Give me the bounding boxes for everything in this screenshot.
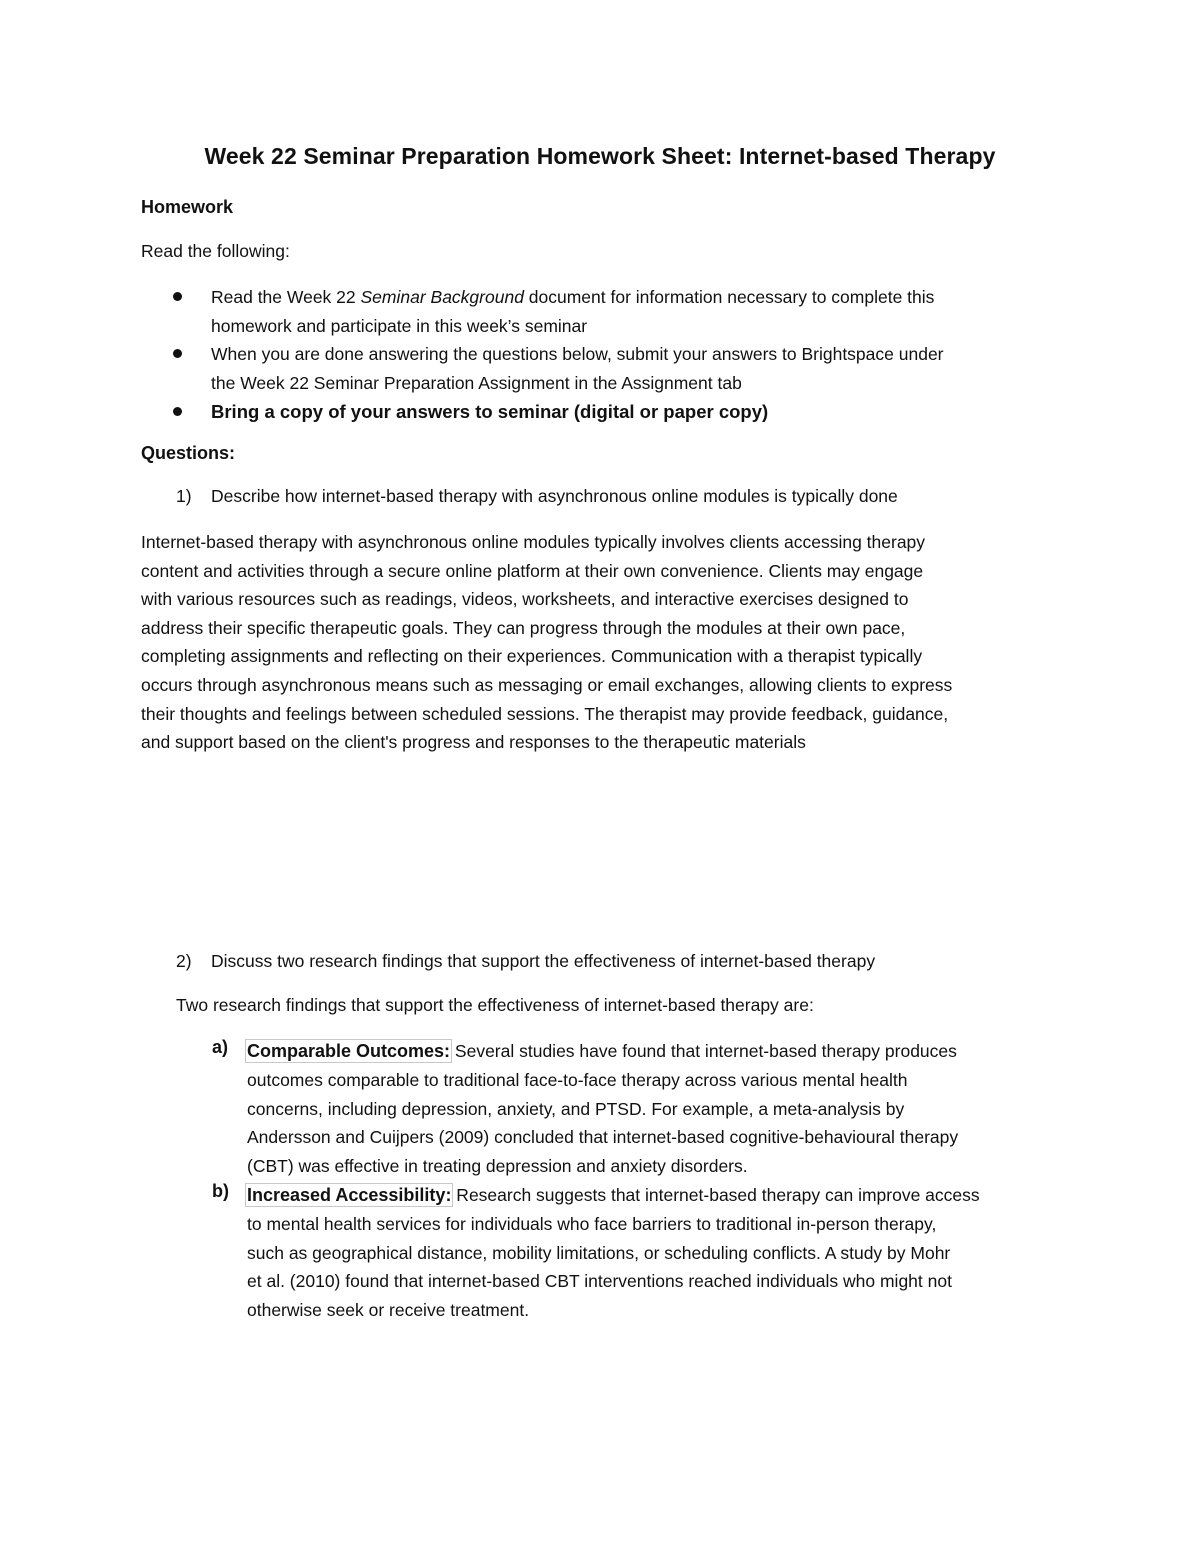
answer-line: content and activities through a secure online platform at their own convenience. Clients may engage	[141, 560, 924, 581]
bullet-text	[211, 340, 1061, 398]
question-text: Describe how internet-based therapy with asynchronous online modules is typically done	[211, 486, 898, 506]
bullet-text-line1: Bring a copy of your answers to seminar (digital or paper copy)	[211, 401, 769, 422]
bullet-icon	[173, 349, 182, 358]
bullet-icon	[173, 292, 182, 301]
homework-heading: Homework	[141, 197, 234, 217]
questions-heading: Questions:	[141, 443, 236, 463]
answer-line: their thoughts and feelings between scheduled sessions. The therapist may provide feedback, guidance,	[141, 703, 949, 724]
finding-line: et al. (2010) found that internet-based CBT interventions reached individuals who might not	[247, 1271, 952, 1292]
answer-line: completing assignments and reflecting on their experiences. Communication with a therapist typically	[141, 646, 923, 667]
finding-label: a)	[212, 1037, 229, 1057]
bullet-text-pre: Read the Week 22	[211, 287, 361, 307]
finding-line: otherwise seek or receive treatment.	[247, 1300, 530, 1321]
document-reference: Seminar Background	[360, 287, 524, 307]
bullet-text-post: document for information necessary to complete this	[523, 287, 935, 307]
finding-term: Increased Accessibility:	[247, 1185, 452, 1205]
answer-1	[141, 528, 1061, 757]
bullet-text	[211, 283, 1061, 341]
finding-line: to mental health services for individuals who face barriers to traditional in-person therapy,	[247, 1213, 937, 1234]
bullet-text-line2: homework and participate in this week’s seminar	[211, 316, 588, 336]
finding-first-line: Research suggests that internet-based therapy can improve access	[451, 1185, 980, 1205]
finding-body	[247, 1037, 1077, 1181]
answer-2-intro: Two research findings that support the effectiveness of internet-based therapy are:	[176, 995, 814, 1015]
finding-line: outcomes comparable to traditional face-to-face therapy across various mental health	[247, 1069, 908, 1090]
finding-line: concerns, including depression, anxiety, and PTSD. For example, a meta-analysis by	[247, 1098, 905, 1119]
finding-label: b)	[212, 1181, 229, 1201]
answer-line: and support based on the client's progress and responses to the therapeutic materials	[141, 732, 806, 753]
question-2	[176, 951, 875, 972]
question-1	[176, 486, 898, 507]
finding-body	[247, 1181, 1077, 1325]
finding-first-line: Several studies have found that internet-based therapy produces	[450, 1041, 957, 1061]
bullet-text-line1: When you are done answering the questions below, submit your answers to Brightspace under	[211, 344, 944, 364]
answer-line: address their specific therapeutic goals. They can progress through the modules at their own pace,	[141, 617, 906, 638]
answer-line: Internet-based therapy with asynchronous online modules typically involves clients accessing therapy	[141, 532, 926, 552]
finding-line: Andersson and Cuijpers (2009) concluded that internet-based cognitive-behavioural therapy	[247, 1127, 959, 1148]
answer-line: occurs through asynchronous means such as messaging or email exchanges, allowing clients to express	[141, 674, 953, 695]
homework-intro: Read the following:	[141, 241, 290, 261]
question-number: 1)	[176, 486, 192, 506]
bullet-icon	[173, 407, 182, 416]
page-title: Week 22 Seminar Preparation Homework Sheet: Internet-based Therapy	[204, 143, 996, 169]
question-number: 2)	[176, 951, 192, 971]
question-text: Discuss two research findings that support the effectiveness of internet-based therapy	[211, 951, 876, 971]
answer-line: with various resources such as readings, videos, worksheets, and interactive exercises designed to	[141, 589, 909, 610]
bullet-text-line2: the Week 22 Seminar Preparation Assignment in the Assignment tab	[211, 373, 742, 393]
bullet-text	[211, 397, 1061, 426]
finding-term: Comparable Outcomes:	[247, 1041, 451, 1061]
finding-line: such as geographical distance, mobility limitations, or scheduling conflicts. A study by Mohr	[247, 1242, 951, 1263]
finding-line: (CBT) was effective in treating depression and anxiety disorders.	[247, 1156, 748, 1177]
